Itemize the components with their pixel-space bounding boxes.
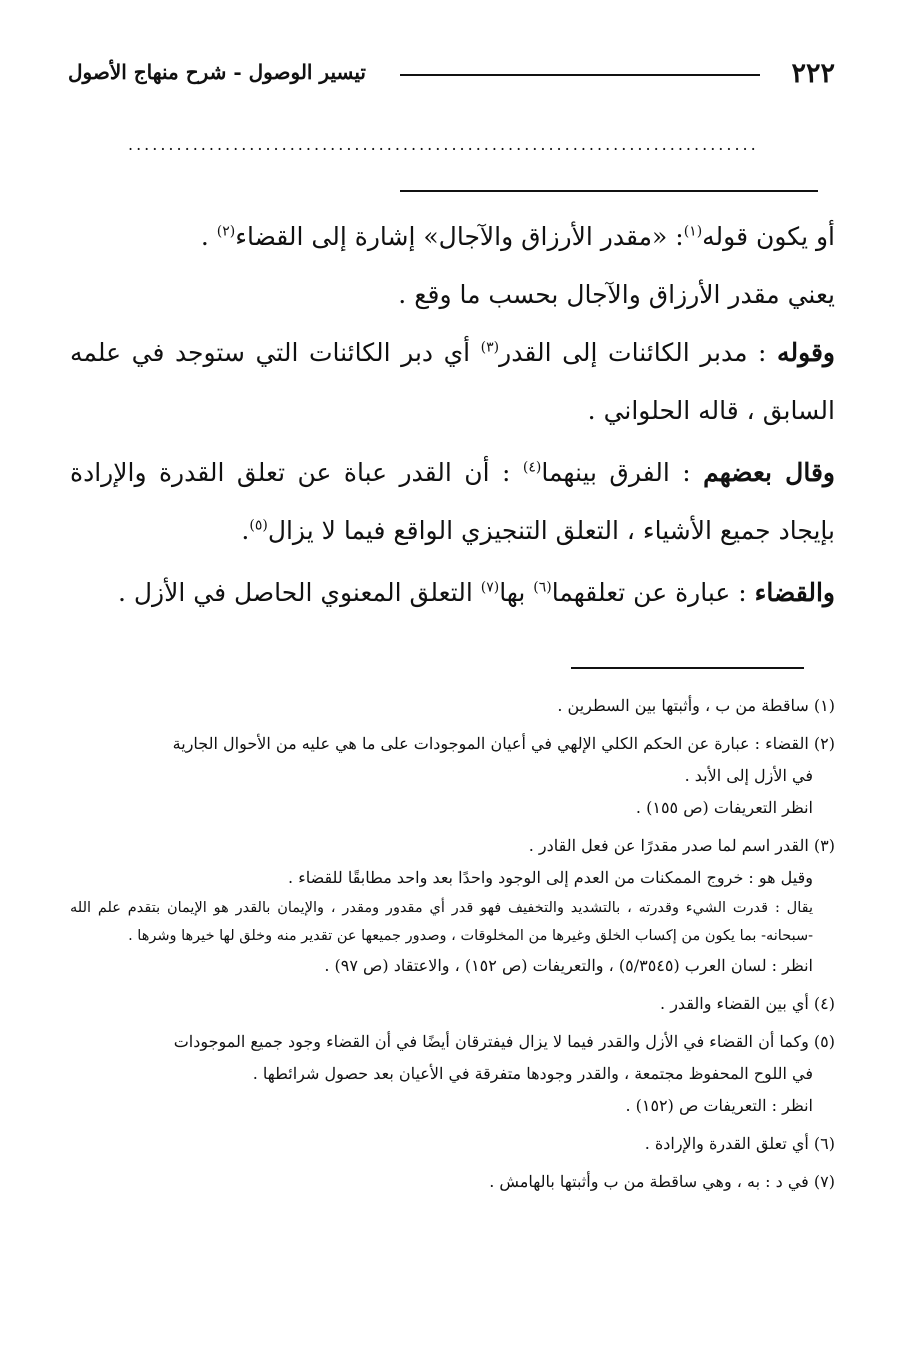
section-rule: [400, 190, 818, 192]
footnote-1: (١) ساقطة من ب ، وأثبتها بين السطرين .: [557, 696, 835, 715]
lead-word: والقضاء: [754, 578, 835, 607]
footnote-ref: (٤): [522, 459, 542, 476]
footnote-ref: (٣): [480, 339, 500, 356]
lead-word: وقوله: [777, 338, 836, 367]
paragraph-2: يعني مقدر الأرزاق والآجال بحسب ما وقع .: [398, 280, 835, 309]
footnote-ref: (٥): [249, 517, 268, 534]
footnote-6: (٦) أي تعلق القدرة والإرادة .: [644, 1134, 835, 1153]
footnote-5: (٥) وكما أن القضاء في الأزل والقدر فيما لا يزال فيفترقان أيضًا في أن القضاء وجود جميع الموجودات في اللوح المحفوظ مجتمعة ، والقدر وجودها متفرقة في الأعيان بعد حصول شرائطها . انظر : التعريفات ص (١٥٢) .: [173, 1032, 835, 1115]
footnote-3: (٣) القدر اسم لما صدر مقدرًا عن فعل القادر . وقيل هو : خروج الممكنات من العدم إلى الوجود واحدًا بعد واحد مطابقًا للقضاء . يقال : قدرت الشيء وقدرته ، بالتشديد والتخفيف فهو قدر أي مقدور ومقدر ، والإيمان بالقدر هو الإيمان بتقدم علم الله -سبحانه- بما يكون من إكساب الخلق وغيرها من المخلوقات ، وصدور جميعها عن تقدير منه وخلق لها خيرها وشرها . انظر : لسان العرب (٥/٣٥٤٥) ، والتعريفات (ص ١٥٢) ، والاعتقاد (ص ٩٧) .: [70, 836, 835, 975]
paragraph-5: والقضاء : عبارة عن تعلقهما$^{(٦)}$ بها$^{(٧)}$ التعلق المعنوي الحاصل في الأزل .: [117, 578, 835, 607]
lead-word: وقال بعضهم: [703, 458, 835, 487]
footnote-4: (٤) أي بين القضاء والقدر .: [660, 994, 835, 1013]
footnote-ref: (٧): [480, 579, 500, 596]
page-number: ٢٢٢: [791, 58, 835, 89]
footnote-rule: [571, 667, 804, 669]
running-title: تيسير الوصول - شرح منهاج الأصول: [68, 60, 366, 84]
footnote-ref: (٢): [216, 223, 236, 240]
header-rule: [400, 74, 760, 76]
footnote-2: (٢) القضاء : عبارة عن الحكم الكلي الإلهي في أعيان الموجودات على ما هي عليه من الأحوال الجارية في الأزل إلى الأبد . انظر التعريفات (ص ١٥٥) .: [172, 734, 835, 817]
paragraph-4: وقال بعضهم : الفرق بينهما$^{(٤)}$ : أن القدر عباة عن تعلق القدرة والإرادة بإيجاد جميع الأشياء ، التعلق التنجيزي الواقع فيما لا يزال$^{(٥)}$.: [70, 458, 835, 545]
paragraph-3: وقوله : مدبر الكائنات إلى القدر$^{(٣)}$ أي دبر الكائنات التي ستوجد في علمه السابق ، قاله الحلواني .: [70, 338, 836, 425]
separator-dots: ..............................................................................: [128, 138, 759, 152]
footnote-7: (٧) في د : به ، وهي ساقطة من ب وأثبتها بالهامش .: [489, 1172, 835, 1191]
footnote-ref: (٦): [533, 579, 552, 596]
paragraph-1: أو يكون قوله$^{(١)}$: «مقدر الأرزاق والآجال» إشارة إلى القضاء$^{(٢)}$ .: [200, 222, 835, 251]
footnote-ref: (١): [683, 223, 703, 240]
footnotes: [70, 690, 835, 1204]
main-text: [70, 208, 835, 622]
